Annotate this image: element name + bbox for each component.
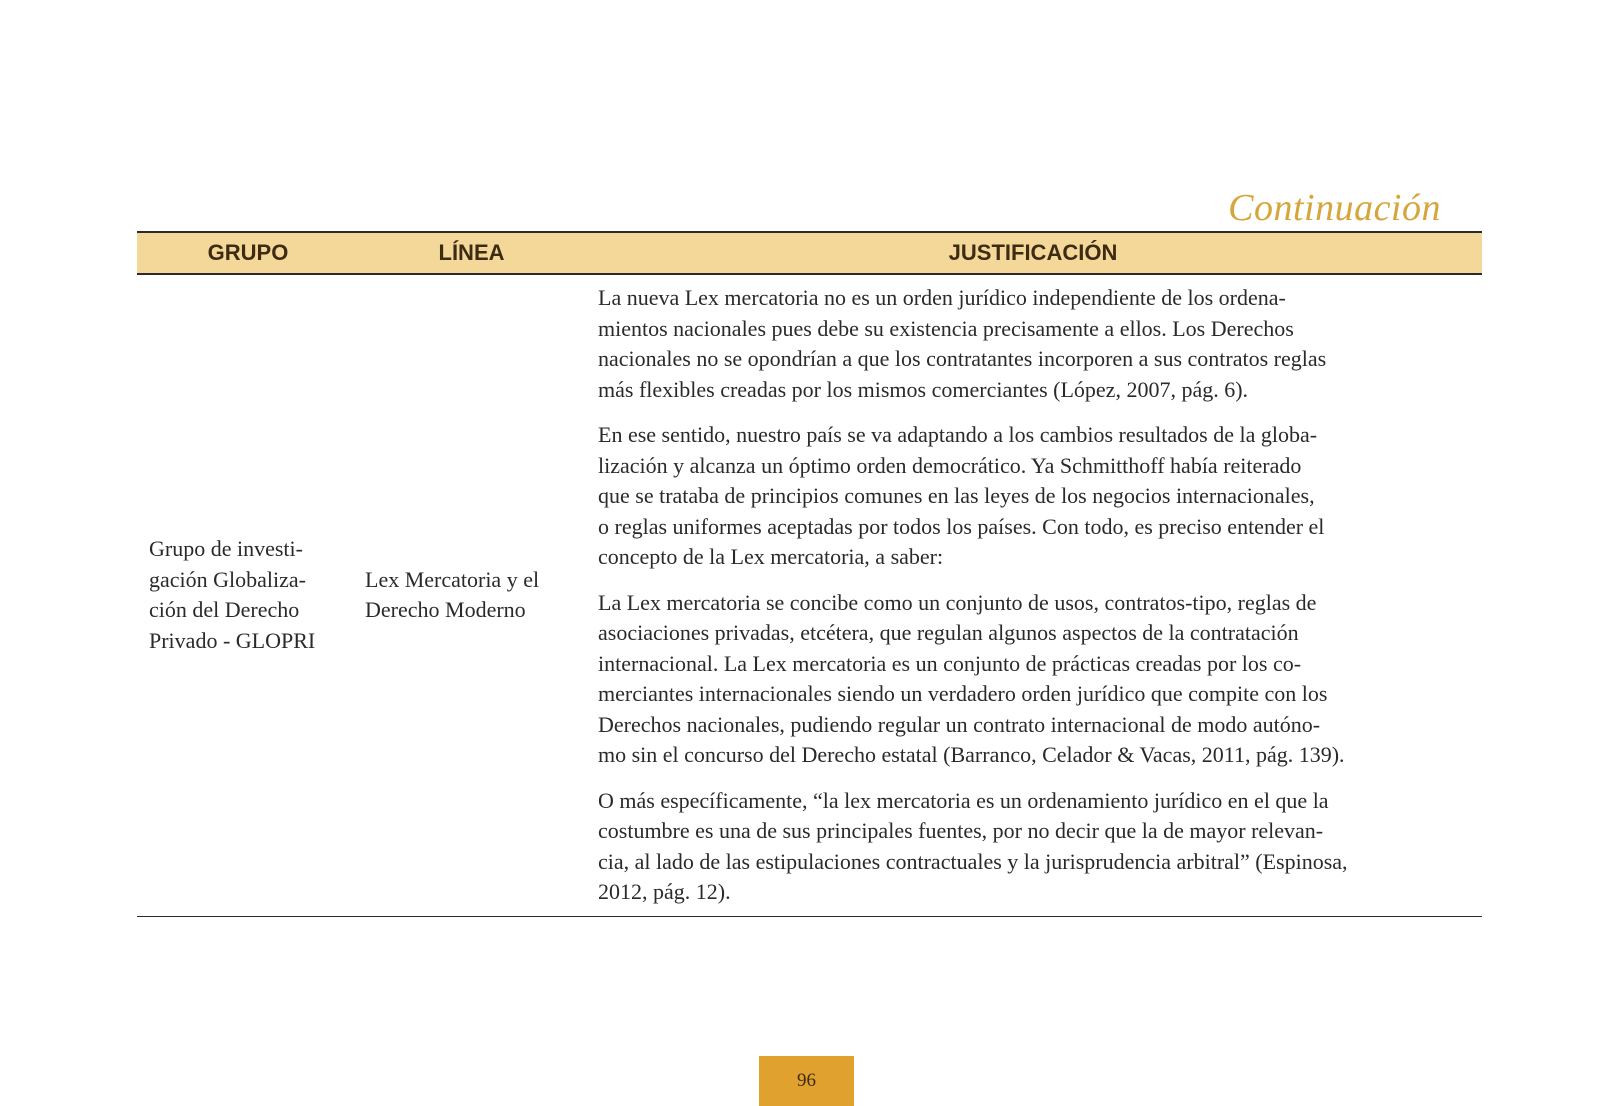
header-justification: JUSTIFICACIÓN	[948, 240, 1118, 265]
cell-justification	[584, 283, 1462, 908]
cell-group	[137, 283, 359, 908]
table-header	[137, 231, 1482, 275]
cell-line	[359, 283, 584, 908]
justification-paragraph-1: La nueva Lex mercatoria no es un orden jurídico independiente de los ordena- mientos nacionales pues debe su existencia precisamente a ellos. Los Derechos nacionales no se opondrían a que los contratantes incorporen a sus contratos reglas más flexibles creadas por los mismos comerciantes (López, 2007, pág. 6).	[598, 285, 1327, 402]
page-number: 96	[759, 1056, 854, 1106]
header-line: LÍNEA	[438, 240, 505, 265]
group-name: Grupo de investi- gación Globaliza- ción del Derecho Privado - GLOPRI	[149, 536, 316, 653]
justification-paragraph-3: La Lex mercatoria se concibe como un conjunto de usos, contratos-tipo, reglas de asociaciones privadas, etcétera, que regulan algunos aspectos de la contratación internacional. La Lex mercatoria es un conjunto de prácticas creadas por los co- merciantes internacionales siendo un verdadero orden jurídico que compite con los Derechos nacionales, pudiendo regular un contrato internacional de modo autóno- mo sin el concurso del Derecho estatal (Barranco, Celador & Vacas, 2011, pág. 139).	[598, 589, 1345, 767]
justification-table	[137, 231, 1482, 917]
header-group: GRUPO	[207, 240, 289, 265]
table-row	[137, 275, 1482, 917]
line-name: Lex Mercatoria y el Derecho Moderno	[365, 566, 540, 623]
continuation-label: Continuación	[1228, 187, 1441, 229]
justification-paragraph-2: En ese sentido, nuestro país se va adaptando a los cambios resultados de la globa- lización y alcanza un óptimo orden democrático. Ya Schmitthoff había reiterado que se trataba de principios comunes en las leyes de los negocios internacionales, o reglas uniformes aceptadas por todos los países. Con todo, es preciso entender el concepto de la Lex mercatoria, a saber:	[598, 422, 1325, 569]
justification-paragraph-4: O más específicamente, “la lex mercatoria es un ordenamiento jurídico en el que la costumbre es una de sus principales fuentes, por no decir que la de mayor relevan- cia, al lado de las estipulaciones contractuales y la jurisprudencia arbitral” (Espinosa, 2012, pág. 12).	[598, 787, 1348, 904]
